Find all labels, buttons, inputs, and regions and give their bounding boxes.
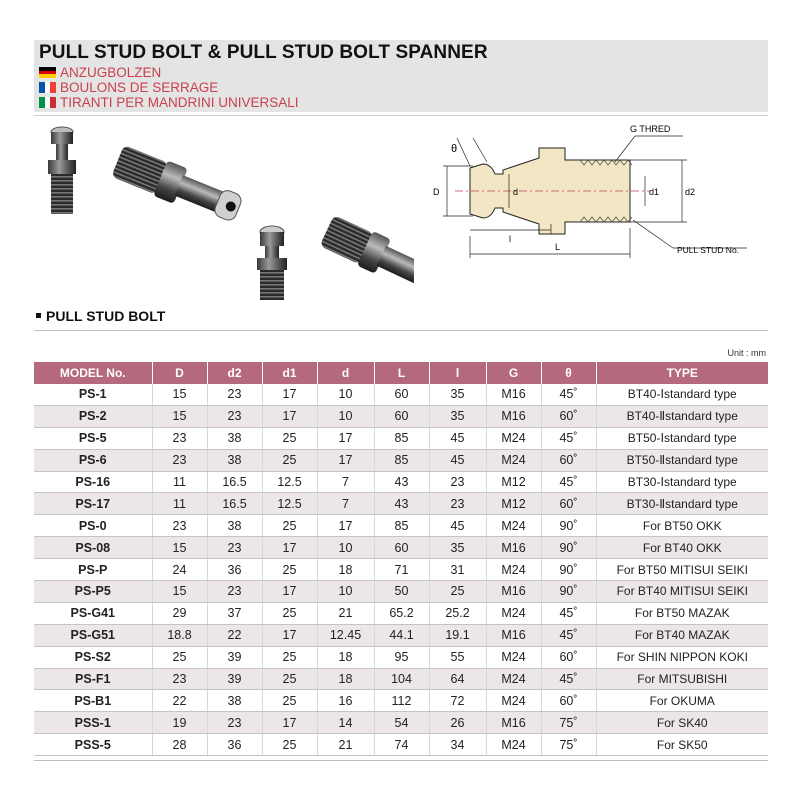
- table-cell: 23: [152, 427, 207, 449]
- table-cell: BT40-Ⅱstandard type: [596, 405, 768, 427]
- table-cell: 22: [207, 624, 262, 646]
- unit-note: Unit : mm: [727, 348, 766, 358]
- column-header: TYPE: [596, 362, 768, 384]
- table-cell: 25: [262, 427, 317, 449]
- pull-stud-photo-large-2: [319, 213, 414, 298]
- table-cell: 65.2: [374, 602, 429, 624]
- model-cell: PS-G41: [34, 602, 152, 624]
- table-cell: For OKUMA: [596, 690, 768, 712]
- section-title: PULL STUD BOLT: [36, 308, 165, 324]
- table-cell: 17: [317, 427, 374, 449]
- table-cell: 23: [152, 449, 207, 471]
- model-cell: PS-5: [34, 427, 152, 449]
- table-cell: For MITSUBISHI: [596, 668, 768, 690]
- table-cell: 45: [429, 515, 486, 537]
- bottom-divider: [34, 760, 768, 761]
- table-cell: 60˚: [541, 690, 596, 712]
- table-cell: 18: [317, 646, 374, 668]
- table-cell: 17: [262, 624, 317, 646]
- table-cell: 19: [152, 712, 207, 734]
- table-cell: 95: [374, 646, 429, 668]
- language-line-fr: [39, 80, 218, 96]
- table-cell: 45˚: [541, 471, 596, 493]
- diagram-label-pull-stud-no: PULL STUD No.: [677, 245, 740, 255]
- table-cell: 64: [429, 668, 486, 690]
- table-cell: 60: [374, 405, 429, 427]
- table-cell: 25.2: [429, 602, 486, 624]
- table-row: [34, 559, 768, 581]
- pull-stud-photo-small-2: [257, 226, 287, 300]
- table-cell: 44.1: [374, 624, 429, 646]
- table-cell: For BT40 OKK: [596, 537, 768, 559]
- table-cell: 104: [374, 668, 429, 690]
- fr-flag-icon: [39, 82, 56, 93]
- table-cell: 25: [429, 581, 486, 603]
- table-cell: BT40-Ⅰstandard type: [596, 384, 768, 405]
- table-cell: 85: [374, 449, 429, 471]
- table-cell: 25: [262, 515, 317, 537]
- table-cell: M24: [486, 668, 541, 690]
- table-row: [34, 646, 768, 668]
- table-cell: 25: [262, 646, 317, 668]
- spec-table: [34, 362, 768, 756]
- column-header: MODEL No.: [34, 362, 152, 384]
- table-cell: 25: [262, 690, 317, 712]
- table-cell: M24: [486, 559, 541, 581]
- table-cell: M16: [486, 537, 541, 559]
- table-cell: 38: [207, 449, 262, 471]
- table-cell: 60˚: [541, 493, 596, 515]
- table-cell: 71: [374, 559, 429, 581]
- model-cell: PS-08: [34, 537, 152, 559]
- table-cell: 17: [262, 537, 317, 559]
- page-title: PULL STUD BOLT & PULL STUD BOLT SPANNER: [39, 42, 488, 63]
- section-divider: [34, 330, 768, 331]
- model-cell: PS-6: [34, 449, 152, 471]
- model-cell: PS-0: [34, 515, 152, 537]
- table-cell: 36: [207, 559, 262, 581]
- header-divider: [34, 115, 768, 116]
- table-cell: For BT40 MAZAK: [596, 624, 768, 646]
- table-cell: For BT50 MITISUI SEIKI: [596, 559, 768, 581]
- table-cell: 17: [262, 384, 317, 405]
- table-cell: 45˚: [541, 624, 596, 646]
- table-cell: M16: [486, 712, 541, 734]
- table-cell: M24: [486, 427, 541, 449]
- table-row: [34, 712, 768, 734]
- table-cell: M24: [486, 690, 541, 712]
- table-cell: 12.5: [262, 493, 317, 515]
- table-row: [34, 471, 768, 493]
- table-cell: M12: [486, 493, 541, 515]
- table-cell: 45: [429, 427, 486, 449]
- table-cell: 25: [262, 668, 317, 690]
- table-body: [34, 384, 768, 756]
- diagram-label-theta: θ: [451, 143, 458, 155]
- column-header: θ: [541, 362, 596, 384]
- table-cell: 23: [152, 515, 207, 537]
- table-cell: 35: [429, 537, 486, 559]
- table-cell: 90˚: [541, 515, 596, 537]
- column-header: D: [152, 362, 207, 384]
- table-cell: 10: [317, 405, 374, 427]
- table-row: [34, 449, 768, 471]
- table-cell: 26: [429, 712, 486, 734]
- table-cell: 23: [207, 405, 262, 427]
- diagram-label-L: L: [555, 242, 561, 252]
- table-cell: 25: [152, 646, 207, 668]
- table-cell: M12: [486, 471, 541, 493]
- model-cell: PSS-5: [34, 734, 152, 756]
- table-cell: 23: [152, 668, 207, 690]
- table-row: [34, 624, 768, 646]
- column-header: d: [317, 362, 374, 384]
- model-cell: PS-1: [34, 384, 152, 405]
- table-cell: 45˚: [541, 384, 596, 405]
- pull-stud-diagram: [425, 118, 770, 268]
- table-cell: 12.45: [317, 624, 374, 646]
- product-photos: [34, 120, 414, 325]
- table-row: [34, 493, 768, 515]
- table-cell: 17: [317, 515, 374, 537]
- table-cell: 74: [374, 734, 429, 756]
- table-cell: 23: [207, 384, 262, 405]
- table-cell: 60: [374, 384, 429, 405]
- table-cell: 14: [317, 712, 374, 734]
- table-cell: 35: [429, 405, 486, 427]
- table-cell: 60˚: [541, 405, 596, 427]
- table-cell: 25: [262, 449, 317, 471]
- table-cell: 23: [207, 537, 262, 559]
- table-cell: 37: [207, 602, 262, 624]
- table-cell: M24: [486, 602, 541, 624]
- table-cell: 75˚: [541, 712, 596, 734]
- table-cell: 11: [152, 493, 207, 515]
- table-cell: 45˚: [541, 427, 596, 449]
- table-cell: 39: [207, 646, 262, 668]
- diagram-label-d2: d2: [685, 187, 696, 197]
- table-cell: 60: [374, 537, 429, 559]
- table-cell: 24: [152, 559, 207, 581]
- table-cell: 31: [429, 559, 486, 581]
- table-cell: 38: [207, 427, 262, 449]
- table-cell: 29: [152, 602, 207, 624]
- model-cell: PS-17: [34, 493, 152, 515]
- diagram-label-d: d: [513, 187, 519, 197]
- table-cell: 18: [317, 668, 374, 690]
- table-cell: BT50-Ⅰstandard type: [596, 427, 768, 449]
- model-cell: PS-F1: [34, 668, 152, 690]
- table-cell: 15: [152, 581, 207, 603]
- table-cell: For SHIN NIPPON KOKI: [596, 646, 768, 668]
- table-cell: 11: [152, 471, 207, 493]
- table-cell: 38: [207, 690, 262, 712]
- table-cell: 75˚: [541, 734, 596, 756]
- model-cell: PS-P5: [34, 581, 152, 603]
- table-cell: 18: [317, 559, 374, 581]
- table-cell: 72: [429, 690, 486, 712]
- header-banner: [34, 40, 768, 112]
- table-cell: 10: [317, 384, 374, 405]
- table-cell: 15: [152, 405, 207, 427]
- table-row: [34, 537, 768, 559]
- table-cell: For SK50: [596, 734, 768, 756]
- table-row: [34, 384, 768, 405]
- table-cell: 35: [429, 384, 486, 405]
- table-cell: 25: [262, 734, 317, 756]
- bullet-icon: [36, 313, 41, 318]
- table-cell: 25: [262, 559, 317, 581]
- table-cell: 85: [374, 515, 429, 537]
- table-cell: 45˚: [541, 668, 596, 690]
- table-cell: 23: [207, 712, 262, 734]
- table-cell: 17: [262, 581, 317, 603]
- column-header: l: [429, 362, 486, 384]
- table-cell: 23: [429, 493, 486, 515]
- table-cell: 85: [374, 427, 429, 449]
- diagram-label-d1: d1: [649, 187, 660, 197]
- model-cell: PS-P: [34, 559, 152, 581]
- table-cell: 18.8: [152, 624, 207, 646]
- table-cell: 36: [207, 734, 262, 756]
- table-cell: BT30-Ⅰstandard type: [596, 471, 768, 493]
- table-cell: M16: [486, 405, 541, 427]
- table-cell: 19.1: [429, 624, 486, 646]
- table-cell: 10: [317, 537, 374, 559]
- table-cell: 39: [207, 668, 262, 690]
- table-cell: 54: [374, 712, 429, 734]
- table-cell: 12.5: [262, 471, 317, 493]
- table-cell: 23: [429, 471, 486, 493]
- language-line-it: [39, 95, 299, 111]
- language-text-it: TIRANTI PER MANDRINI UNIVERSALI: [60, 95, 299, 110]
- table-cell: 43: [374, 471, 429, 493]
- table-cell: For BT50 OKK: [596, 515, 768, 537]
- table-cell: 45: [429, 449, 486, 471]
- model-cell: PS-2: [34, 405, 152, 427]
- table-cell: 21: [317, 734, 374, 756]
- table-row: [34, 690, 768, 712]
- table-cell: 16.5: [207, 471, 262, 493]
- model-cell: PS-S2: [34, 646, 152, 668]
- column-header: G: [486, 362, 541, 384]
- table-row: [34, 581, 768, 603]
- table-cell: M24: [486, 646, 541, 668]
- table-cell: 90˚: [541, 559, 596, 581]
- table-cell: 17: [317, 449, 374, 471]
- table-cell: 112: [374, 690, 429, 712]
- table-header-row: [34, 362, 768, 384]
- language-text-fr: BOULONS DE SERRAGE: [60, 80, 219, 95]
- table-row: [34, 405, 768, 427]
- column-header: L: [374, 362, 429, 384]
- table-cell: 22: [152, 690, 207, 712]
- column-header: d2: [207, 362, 262, 384]
- table-cell: 50: [374, 581, 429, 603]
- diagram-label-l: l: [509, 234, 511, 244]
- table-cell: 55: [429, 646, 486, 668]
- column-header: d1: [262, 362, 317, 384]
- model-cell: PS-B1: [34, 690, 152, 712]
- table-cell: 16: [317, 690, 374, 712]
- table-cell: 90˚: [541, 537, 596, 559]
- table-cell: BT50-Ⅱstandard type: [596, 449, 768, 471]
- table-cell: BT30-Ⅱstandard type: [596, 493, 768, 515]
- table-cell: 25: [262, 602, 317, 624]
- table-cell: 60˚: [541, 646, 596, 668]
- table-cell: 28: [152, 734, 207, 756]
- de-flag-icon: [39, 67, 56, 78]
- table-cell: 15: [152, 537, 207, 559]
- table-cell: M24: [486, 734, 541, 756]
- table-cell: 60˚: [541, 449, 596, 471]
- table-cell: 90˚: [541, 581, 596, 603]
- table-cell: 45˚: [541, 602, 596, 624]
- table-row: [34, 602, 768, 624]
- table-cell: 17: [262, 712, 317, 734]
- diagram-label-g-thread: G THRED: [630, 124, 671, 134]
- table-cell: For BT50 MAZAK: [596, 602, 768, 624]
- model-cell: PSS-1: [34, 712, 152, 734]
- pull-stud-photo-large-1: [111, 143, 246, 227]
- table-cell: M24: [486, 515, 541, 537]
- table-cell: 34: [429, 734, 486, 756]
- table-cell: M16: [486, 581, 541, 603]
- table-cell: 15: [152, 384, 207, 405]
- model-cell: PS-16: [34, 471, 152, 493]
- language-text-de: ANZUGBOLZEN: [60, 65, 162, 80]
- it-flag-icon: [39, 97, 56, 108]
- table-cell: 23: [207, 581, 262, 603]
- table-cell: M16: [486, 384, 541, 405]
- table-cell: 7: [317, 493, 374, 515]
- table-row: [34, 427, 768, 449]
- table-row: [34, 515, 768, 537]
- table-cell: 17: [262, 405, 317, 427]
- table-row: [34, 668, 768, 690]
- table-cell: M16: [486, 624, 541, 646]
- table-cell: 38: [207, 515, 262, 537]
- table-cell: 10: [317, 581, 374, 603]
- table-cell: 21: [317, 602, 374, 624]
- table-cell: 7: [317, 471, 374, 493]
- table-cell: For SK40: [596, 712, 768, 734]
- pull-stud-photo-small-1: [48, 127, 76, 214]
- table-cell: For BT40 MITISUI SEIKI: [596, 581, 768, 603]
- table-cell: 16.5: [207, 493, 262, 515]
- model-cell: PS-G51: [34, 624, 152, 646]
- language-line-de: [39, 65, 161, 81]
- table-cell: M24: [486, 449, 541, 471]
- diagram-label-D: D: [433, 187, 440, 197]
- table-cell: 43: [374, 493, 429, 515]
- table-row: [34, 734, 768, 756]
